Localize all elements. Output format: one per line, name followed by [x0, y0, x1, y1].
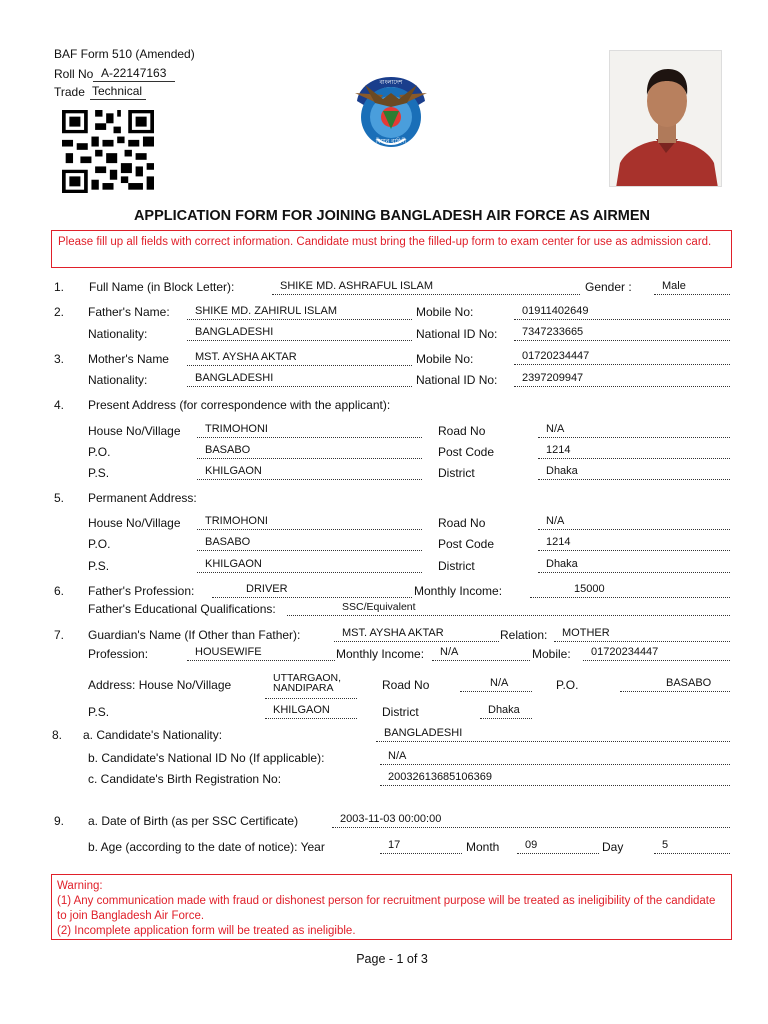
permanent-road-label: Road No — [438, 516, 486, 530]
guardian-po-label: P.O. — [556, 678, 579, 692]
guardian-profession-value: HOUSEWIFE — [187, 646, 335, 661]
mother-mobile-value: 01720234447 — [514, 350, 730, 365]
mother-name-label: Mother's Name — [88, 352, 169, 366]
applicant-photo — [609, 50, 722, 187]
guardian-district-value: Dhaka — [480, 704, 532, 719]
roll-label: Roll No — [54, 67, 94, 81]
present-po-value: BASABO — [197, 444, 422, 459]
father-name-label: Father's Name: — [88, 305, 170, 319]
mother-mobile-label: Mobile No: — [416, 352, 474, 366]
guardian-name-label: Guardian's Name (If Other than Father): — [88, 628, 301, 642]
full-name-label: Full Name (in Block Letter): — [89, 280, 235, 294]
present-road-label: Road No — [438, 424, 486, 438]
section-2-number: 2. — [54, 305, 65, 319]
father-nid-value: 7347233665 — [514, 326, 730, 341]
permanent-address-heading: Permanent Address: — [88, 491, 197, 505]
page-number: Page - 1 of 3 — [356, 952, 428, 966]
mother-name-value: MST. AYSHA AKTAR — [187, 351, 412, 366]
age-month-value: 09 — [517, 839, 599, 854]
guardian-road-label: Road No — [382, 678, 430, 692]
section-5-number: 5. — [54, 491, 65, 505]
trade-label: Trade — [54, 85, 85, 99]
section-8-number: 8. — [52, 728, 63, 742]
mother-nationality-value: BANGLADESHI — [187, 372, 412, 387]
age-label: b. Age (according to the date of notice): Year — [88, 840, 325, 854]
father-name-value: SHIKE MD. ZAHIRUL ISLAM — [187, 305, 412, 320]
father-profession-label: Father's Profession: — [88, 584, 195, 598]
guardian-ps-label: P.S. — [88, 705, 110, 719]
father-nid-label: National ID No: — [416, 327, 498, 341]
age-month-label: Month — [466, 840, 500, 854]
relation-label: Relation: — [500, 628, 548, 642]
permanent-house-label: House No/Village — [88, 516, 181, 530]
guardian-house-value: UTTARGAON, NANDIPARA — [265, 673, 357, 699]
present-postcode-value: 1214 — [538, 444, 730, 459]
mother-nationality-label: Nationality: — [88, 373, 148, 387]
father-nationality-value: BANGLADESHI — [187, 326, 412, 341]
section-6-number: 6. — [54, 584, 65, 598]
father-profession-value: DRIVER — [212, 583, 412, 598]
present-house-value: TRIMOHONI — [197, 423, 422, 438]
father-education-label: Father's Educational Qualifications: — [88, 602, 276, 616]
logo-top-text: বাংলাদেশ — [379, 79, 403, 86]
instructions-notice: Please fill up all fields with correct information. Candidate must bring the filled-up form to exam center for use as admission card. — [51, 230, 732, 268]
present-ps-label: P.S. — [88, 466, 110, 480]
present-ps-value: KHILGAON — [197, 465, 422, 480]
birth-registration-label: c. Candidate's Birth Registration No: — [88, 772, 282, 786]
section-9-number: 9. — [54, 814, 65, 828]
permanent-postcode-value: 1214 — [538, 536, 730, 551]
warning-title: Warning: — [57, 880, 103, 892]
guardian-ps-value: KHILGAON — [265, 704, 357, 719]
section-7-number: 7. — [54, 628, 65, 642]
date-of-birth-value: 2003-11-03 00:00:00 — [332, 813, 730, 828]
roll-value: A-22147163 — [93, 67, 175, 82]
permanent-po-label: P.O. — [88, 537, 111, 551]
father-mobile-value: 01911402649 — [514, 305, 730, 320]
page-title: APPLICATION FORM FOR JOINING BANGLADESH AIR FORCE AS AIRMEN — [133, 208, 651, 224]
present-po-label: P.O. — [88, 445, 111, 459]
birth-registration-value: 20032613685106369 — [380, 771, 730, 786]
mother-nid-label: National ID No: — [416, 373, 498, 387]
form-number: BAF Form 510 (Amended) — [54, 47, 195, 61]
mother-nid-value: 2397209947 — [514, 372, 730, 387]
father-education-value: SSC/Equivalent — [287, 601, 730, 616]
guardian-address-label: Address: House No/Village — [88, 678, 232, 692]
guardian-income-value: N/A — [432, 646, 530, 661]
monthly-income-value: 15000 — [530, 583, 730, 598]
gender-label: Gender : — [585, 280, 632, 294]
candidate-nationality-value: BANGLADESHI — [376, 727, 730, 742]
present-house-label: House No/Village — [88, 424, 181, 438]
age-year-value: 17 — [380, 839, 462, 854]
warning-line-1: (1) Any communication made with fraud or dishonest person for recruitment purpose will be treated as ineligibility of the candidate to join Bangladesh Air Force. — [57, 895, 716, 922]
gender-value: Male — [654, 280, 730, 295]
warning-line-2: (2) Incomplete application form will be treated as ineligible. — [57, 925, 356, 937]
permanent-district-label: District — [438, 559, 475, 573]
permanent-ps-value: KHILGAON — [197, 558, 422, 573]
permanent-district-value: Dhaka — [538, 558, 730, 573]
warning-box — [51, 874, 732, 940]
father-nationality-label: Nationality: — [88, 327, 148, 341]
candidate-nid-label: b. Candidate's National ID No (If applicable): — [88, 751, 325, 765]
present-district-value: Dhaka — [538, 465, 730, 480]
guardian-po-value: BASABO — [620, 677, 730, 692]
age-day-label: Day — [602, 840, 624, 854]
permanent-road-value: N/A — [538, 515, 730, 530]
candidate-nid-value: N/A — [380, 750, 730, 765]
father-mobile-label: Mobile No: — [416, 305, 474, 319]
section-4-number: 4. — [54, 398, 65, 412]
guardian-name-value: MST. AYSHA AKTAR — [334, 627, 499, 642]
present-district-label: District — [438, 466, 475, 480]
present-address-heading: Present Address (for correspondence with the applicant): — [88, 398, 391, 412]
guardian-profession-label: Profession: — [88, 647, 149, 661]
relation-value: MOTHER — [554, 627, 730, 642]
age-day-value: 5 — [654, 839, 730, 854]
guardian-district-label: District — [382, 705, 419, 719]
section-3-number: 3. — [54, 352, 65, 366]
section-1-number: 1. — [54, 280, 65, 294]
candidate-nationality-label: a. Candidate's Nationality: — [83, 728, 223, 742]
present-road-value: N/A — [538, 423, 730, 438]
full-name-value: SHIKE MD. ASHRAFUL ISLAM — [272, 280, 580, 295]
trade-value: Technical — [90, 85, 146, 100]
guardian-income-label: Monthly Income: — [336, 647, 425, 661]
date-of-birth-label: a. Date of Birth (as per SSC Certificate) — [88, 814, 299, 828]
bangladesh-air-force-logo — [347, 63, 435, 155]
guardian-road-value: N/A — [460, 677, 532, 692]
permanent-postcode-label: Post Code — [438, 537, 495, 551]
logo-bottom-text: বিমান বাহিনী — [375, 138, 407, 145]
present-postcode-label: Post Code — [438, 445, 495, 459]
permanent-ps-label: P.S. — [88, 559, 110, 573]
permanent-po-value: BASABO — [197, 536, 422, 551]
monthly-income-label: Monthly Income: — [414, 584, 503, 598]
qr-code — [62, 110, 154, 193]
guardian-mobile-value: 01720234447 — [583, 646, 730, 661]
guardian-mobile-label: Mobile: — [532, 647, 571, 661]
permanent-house-value: TRIMOHONI — [197, 515, 422, 530]
